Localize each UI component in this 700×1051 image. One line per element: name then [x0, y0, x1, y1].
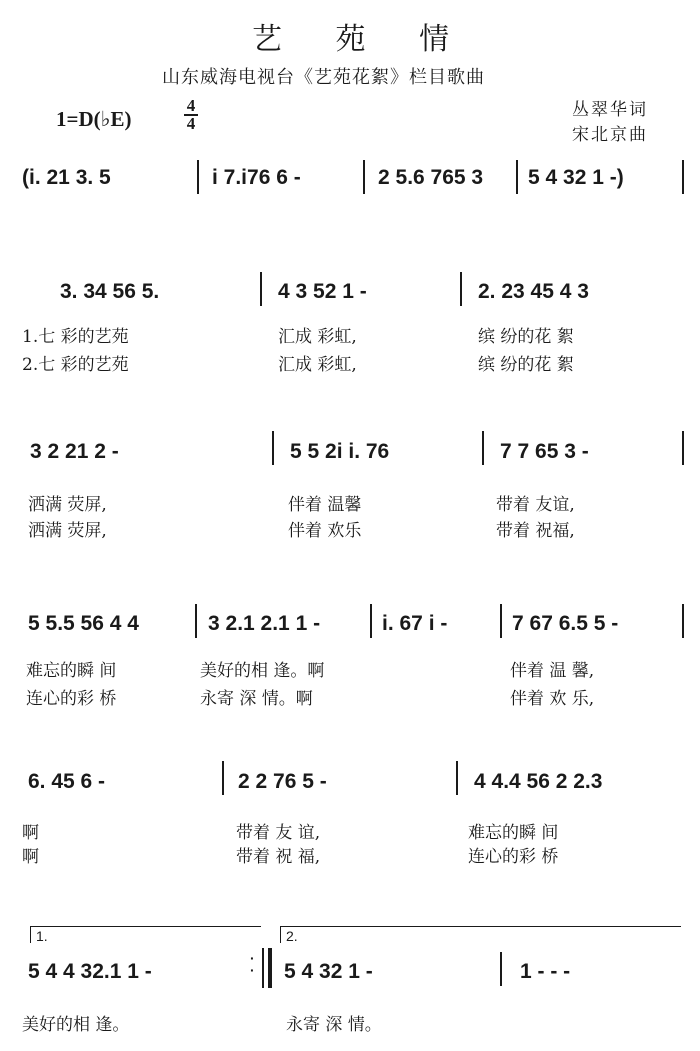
measure-notes: 4 4.4 56 2 2.3	[474, 770, 603, 793]
lyric-verse-2: 汇成 彩虹,	[278, 355, 357, 375]
barline	[370, 604, 372, 638]
lyric-verse-1: 啊	[22, 823, 39, 843]
volta-2-label: 2.	[286, 928, 298, 944]
measure-notes: 7 7 65 3 -	[500, 440, 589, 463]
measure-notes: 2. 23 45 4 3	[478, 280, 589, 303]
measure-notes: 6. 45 6 -	[28, 770, 106, 793]
measure-notes: i 7.i76 6 -	[212, 166, 301, 189]
barline	[456, 761, 458, 795]
measure-notes: 5 5 2i i. 76	[290, 440, 390, 463]
lyric-verse-1: 带着 友谊,	[496, 495, 575, 515]
measure-notes: 5 5.5 56 4 4	[28, 612, 139, 635]
song-subtitle: 山东威海电视台《艺苑花絮》栏目歌曲	[162, 67, 485, 88]
lyric-verse-1: 汇成 彩虹,	[278, 327, 357, 347]
lyric-verse-2: 洒满 荧屏,	[28, 521, 107, 541]
lyric-verse-1: 1.七 彩的艺苑	[22, 327, 129, 347]
lyric-verse-2: 连心的彩 桥	[468, 847, 559, 867]
lyric-verse-2: 带着 祝 福,	[236, 847, 321, 867]
time-signature-bottom: 4	[186, 114, 196, 133]
lyricist-credit: 丛翠华词	[572, 100, 648, 120]
song-title: 艺 苑 情	[252, 22, 472, 57]
lyric-verse-2: 缤 纷的花 絮	[478, 355, 574, 375]
measure-notes: (i. 21 3. 5	[22, 166, 111, 189]
lyric-verse-2: 2.七 彩的艺苑	[22, 355, 129, 375]
barline	[222, 761, 224, 795]
repeat-barline	[268, 948, 272, 988]
lyric-verse-1: 美好的相 逢。啊	[200, 661, 325, 681]
measure-notes: 5 4 32 1 -	[284, 960, 373, 983]
barline	[682, 431, 684, 465]
lyric-verse-1: 美好的相 逢。	[22, 1015, 130, 1035]
barline	[460, 272, 462, 306]
lyric-verse-2: 伴着 欢 乐,	[510, 689, 595, 709]
lyric-verse-2: 永寄 深 情。啊	[200, 689, 313, 709]
measure-notes: 7 67 6.5 5 -	[512, 612, 619, 635]
volta-1-bracket	[30, 926, 261, 943]
repeat-barline	[262, 948, 264, 988]
measure-notes: 2 2 76 5 -	[238, 770, 327, 793]
measure-notes: 3 2 21 2 -	[30, 440, 119, 463]
lyric-verse-1: 伴着 温 馨,	[510, 661, 595, 681]
lyric-verse-2: 伴着 欢乐	[288, 521, 362, 541]
lyric-verse-1: 难忘的瞬 间	[26, 661, 117, 681]
composer-credit: 宋北京曲	[572, 125, 648, 145]
lyric-verse-2: 啊	[22, 847, 39, 867]
barline	[197, 160, 199, 194]
measure-notes: 3 2.1 2.1 1 -	[208, 612, 321, 635]
measure-notes: 2 5.6 765 3	[378, 166, 484, 189]
barline	[500, 604, 502, 638]
lyric-verse-2: 带着 祝福,	[496, 521, 575, 541]
time-signature-top: 4	[186, 96, 196, 115]
measure-notes: i. 67 i -	[382, 612, 448, 635]
measure-notes: 1 - - -	[520, 960, 571, 983]
barline	[482, 431, 484, 465]
barline	[500, 952, 502, 986]
lyric-verse-1: 伴着 温馨	[288, 495, 362, 515]
lyric-verse-1: 缤 纷的花 絮	[478, 327, 574, 347]
lyric-verse-1: 洒满 荧屏,	[28, 495, 107, 515]
barline	[516, 160, 518, 194]
barline	[363, 160, 365, 194]
lyric-verse-2: 连心的彩 桥	[26, 689, 117, 709]
measure-notes: 5 4 32 1 -)	[528, 166, 624, 189]
measure-notes: 5 4 4 32.1 1 -	[28, 960, 152, 983]
measure-notes: 4 3 52 1 -	[278, 280, 367, 303]
measure-notes: 3. 34 56 5.	[60, 280, 160, 303]
barline	[272, 431, 274, 465]
lyric-verse-1: 永寄 深 情。	[286, 1015, 382, 1035]
barline	[682, 604, 684, 638]
time-signature	[184, 98, 198, 132]
barline	[195, 604, 197, 638]
volta-2-bracket	[280, 926, 681, 943]
repeat-dots: · ·	[250, 950, 255, 978]
lyric-verse-1: 难忘的瞬 间	[468, 823, 559, 843]
volta-1-label: 1.	[36, 928, 48, 944]
barline	[682, 160, 684, 194]
lyric-verse-1: 带着 友 谊,	[236, 823, 321, 843]
key-signature: 1=D(♭E)	[56, 107, 132, 131]
barline	[260, 272, 262, 306]
